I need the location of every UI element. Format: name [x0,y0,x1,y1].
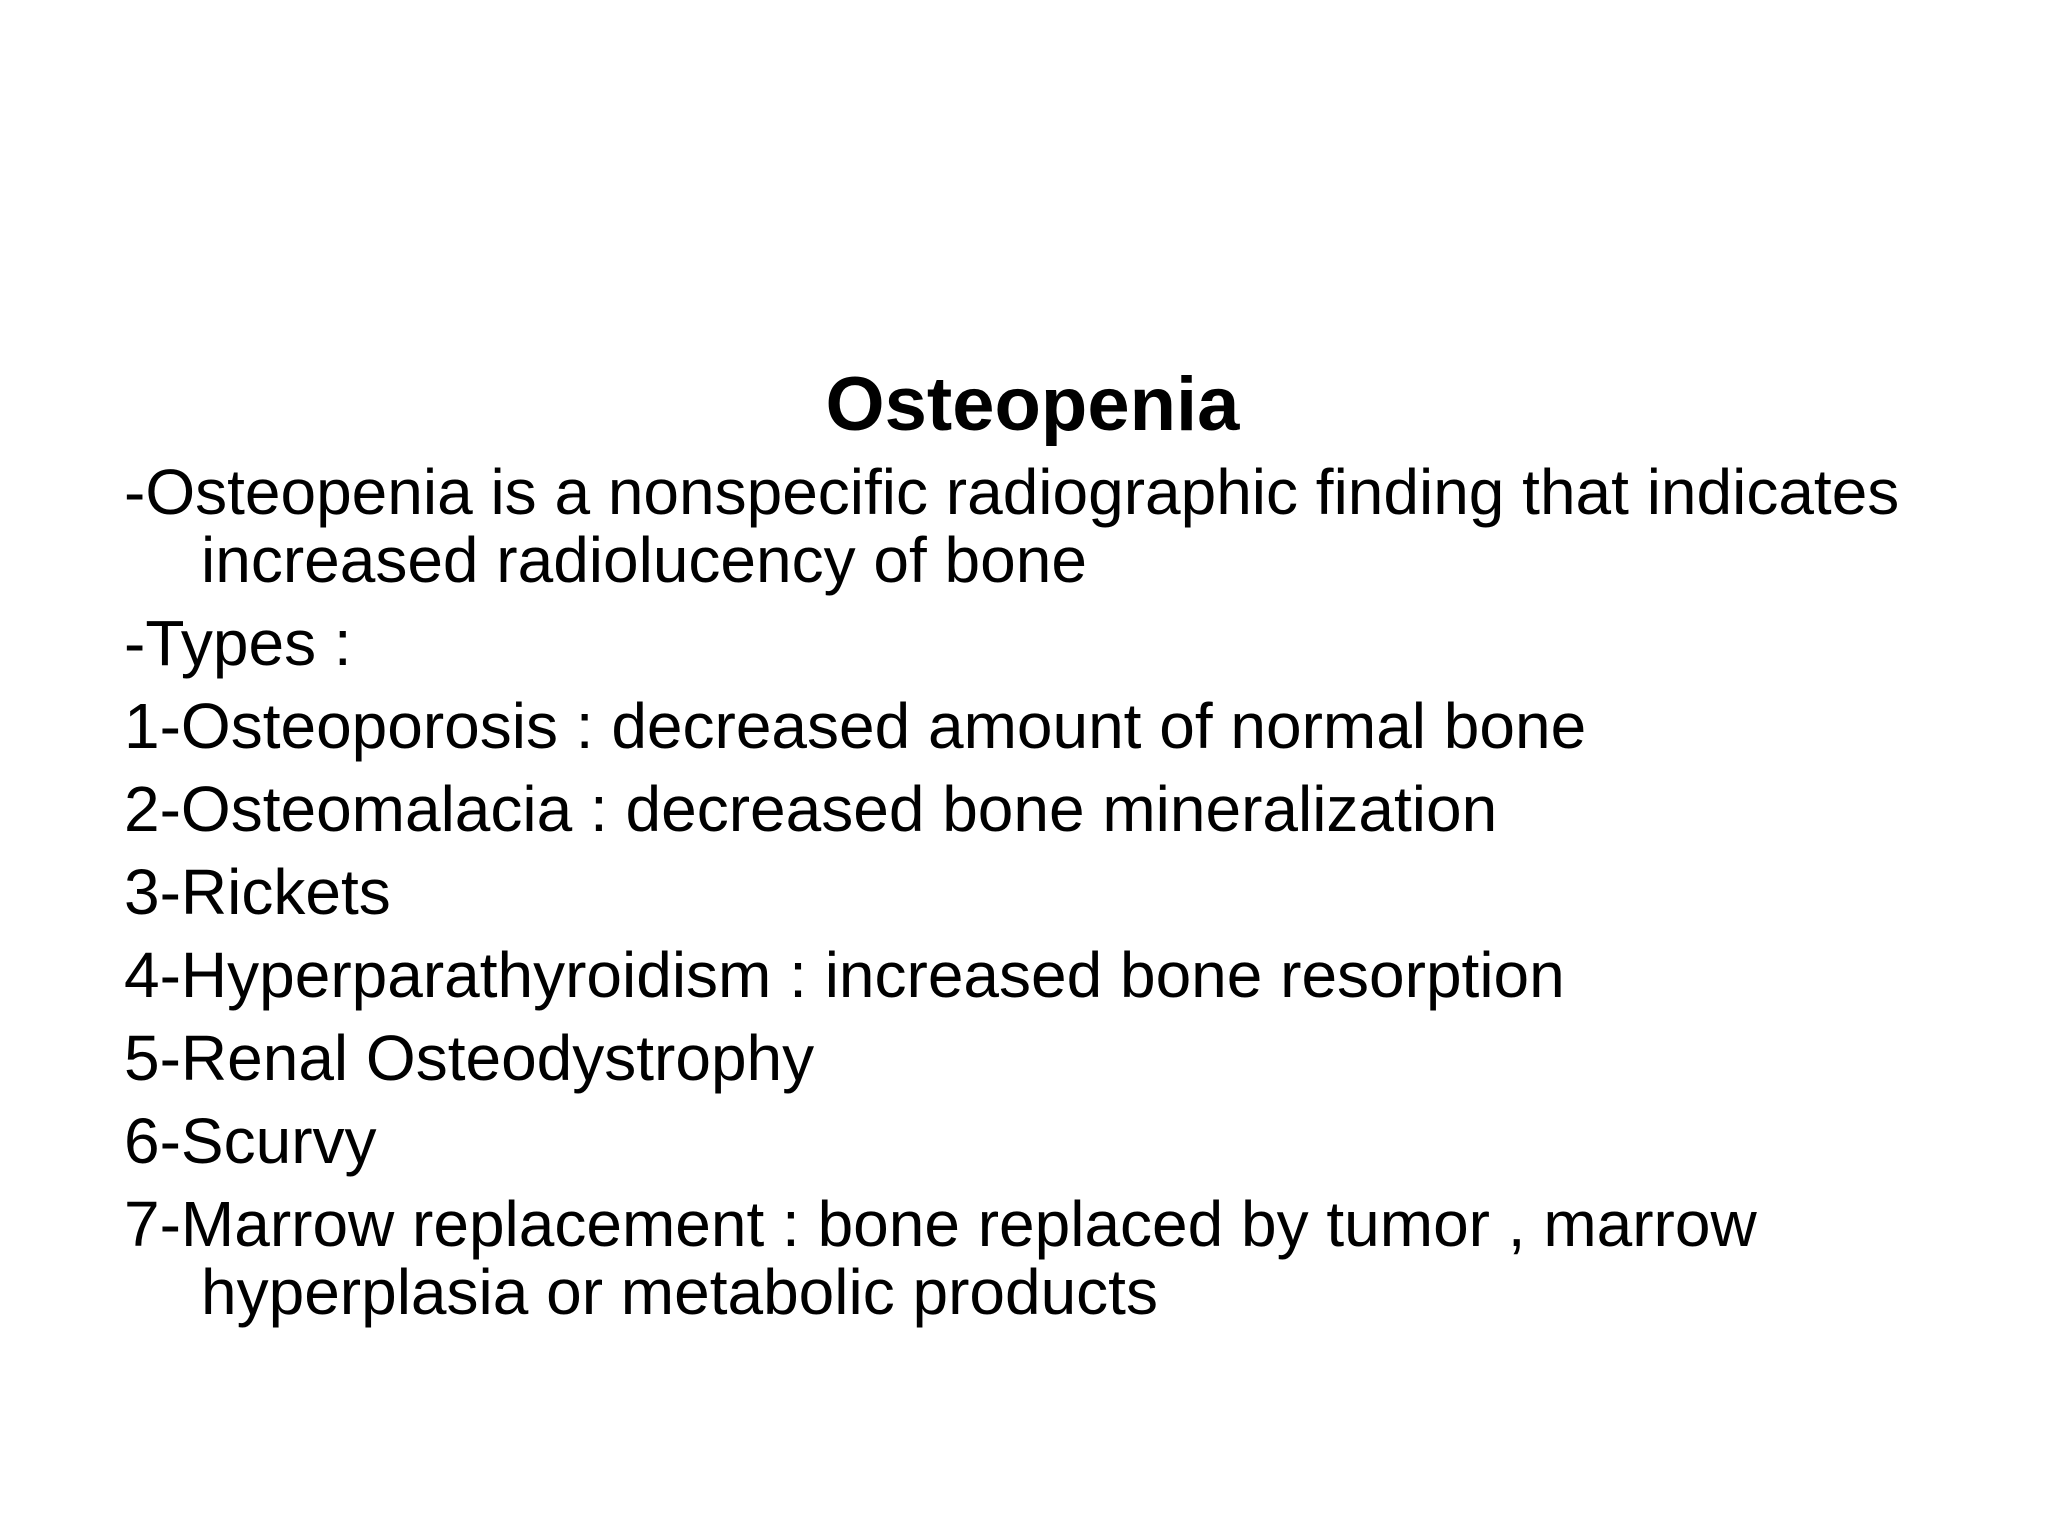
slide-title: Osteopenia [825,362,1240,447]
type-item-marrow-replacement: 7-Marrow replacement : bone replaced by tumor , marrow hyperplasia or metabolic products [124,1188,1757,1328]
definition-line: -Osteopenia is a nonspecific radiographic finding that indicates increased radiolucency of bone [124,456,1900,596]
types-heading: -Types : [124,607,352,679]
type-item-hyperparathyroidism: 4-Hyperparathyroidism : increased bone resorption [124,939,1565,1011]
type-item-renal-osteodystrophy: 5-Renal Osteodystrophy [124,1022,815,1094]
type-item-scurvy: 6-Scurvy [124,1105,377,1177]
type-item-rickets: 3-Rickets [124,856,391,928]
type-item-osteoporosis: 1-Osteoporosis : decreased amount of normal bone [124,690,1587,762]
type-item-osteomalacia: 2-Osteomalacia : decreased bone mineralization [124,773,1498,845]
bullet-list [124,458,1984,1341]
